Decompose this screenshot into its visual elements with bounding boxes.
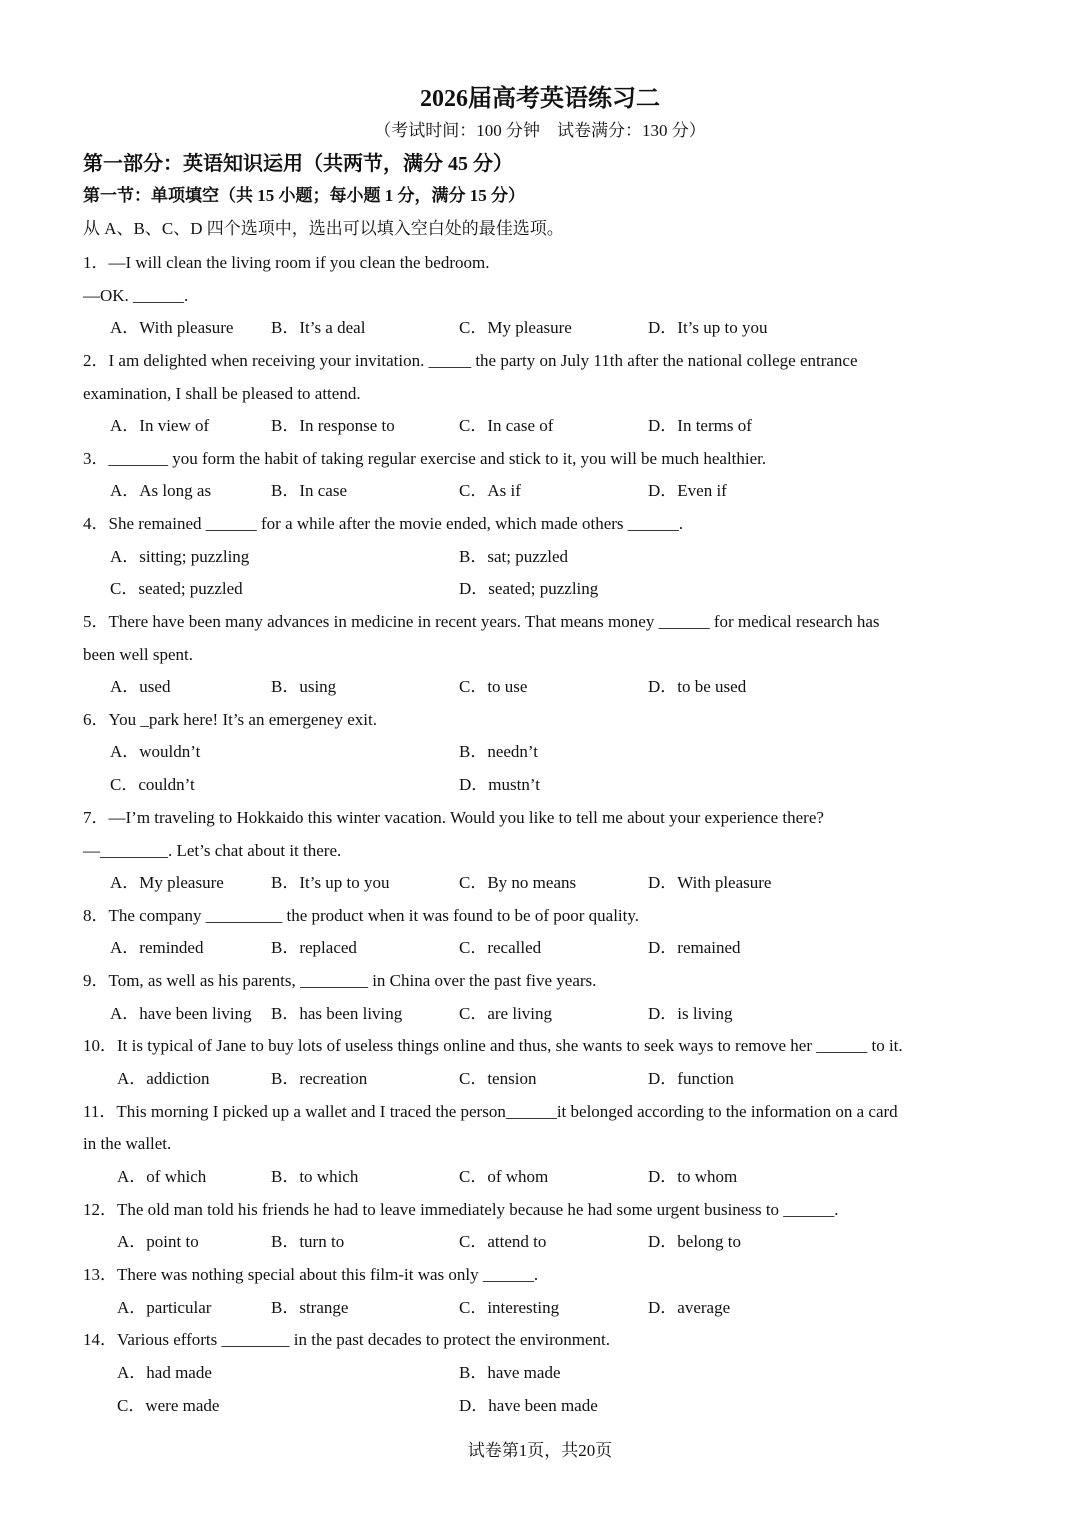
question-4-option-a: A．sitting; puzzling: [110, 547, 250, 566]
question-12-option-b: B．turn to: [271, 1232, 345, 1251]
question-7-option-c: C．By no means: [459, 873, 577, 892]
question-5-option-d: D．to be used: [648, 677, 747, 696]
page-footer: 试卷第1页，共20页: [467, 1441, 613, 1460]
question-1-text-cont: —OK. ______.: [83, 286, 189, 305]
question-6-option-a: A．wouldn’t: [110, 742, 201, 761]
question-11-option-c: C．of whom: [459, 1167, 549, 1186]
question-1-option-a: A．With pleasure: [110, 318, 234, 337]
question-7-text-cont: —________. Let’s chat about it there.: [83, 841, 342, 860]
question-12-text: 12．The old man told his friends he had to leave immediately because he had some urgent business to ______.: [83, 1200, 839, 1219]
question-3-option-b: B．In case: [271, 481, 348, 500]
question-4-option-c: C．seated; puzzled: [110, 579, 243, 598]
question-13-text: 13．There was nothing special about this film-it was only ______.: [83, 1265, 539, 1284]
question-5-option-a: A．used: [110, 677, 171, 696]
question-12-option-d: D．belong to: [648, 1232, 742, 1251]
question-7-option-b: B．It’s up to you: [271, 873, 390, 892]
question-5-option-c: C．to use: [459, 677, 528, 696]
question-14-text: 14．Various efforts ________ in the past decades to protect the environment.: [83, 1330, 611, 1349]
question-6-option-b: B．needn’t: [459, 742, 539, 761]
question-3-option-c: C．As if: [459, 481, 521, 500]
section1-heading: 第一节：单项填空（共 15 小题；每小题 1 分，满分 15 分）: [83, 186, 525, 205]
question-2-option-c: C．In case of: [459, 416, 554, 435]
question-13-option-b: B．strange: [271, 1298, 349, 1317]
question-8-option-c: C．recalled: [459, 938, 542, 957]
question-4-text: 4．She remained ______ for a while after the movie ended, which made others ______.: [83, 514, 684, 533]
question-11-option-b: B．to which: [271, 1167, 359, 1186]
exam-title: 2026届高考英语练习二: [420, 86, 660, 112]
question-2-text: 2．I am delighted when receiving your invitation. _____ the party on July 11th after the national college entrance: [83, 351, 858, 370]
question-2-option-d: D．In terms of: [648, 416, 752, 435]
part1-heading: 第一部分：英语知识运用（共两节，满分 45 分）: [83, 153, 513, 175]
question-2-option-b: B．In response to: [271, 416, 395, 435]
question-2-option-a: A．In view of: [110, 416, 210, 435]
question-11-option-d: D．to whom: [648, 1167, 738, 1186]
question-13-option-d: D．average: [648, 1298, 731, 1317]
instruction-text: 从 A、B、C、D 四个选项中，选出可以填入空白处的最佳选项。: [83, 219, 564, 238]
question-8-option-a: A．reminded: [110, 938, 204, 957]
question-6-option-d: D．mustn’t: [459, 775, 540, 794]
question-12-option-a: A．point to: [117, 1232, 199, 1251]
question-3-option-a: A．As long as: [110, 481, 212, 500]
question-9-option-d: D．is living: [648, 1004, 733, 1023]
question-9-text: 9．Tom, as well as his parents, ________ in China over the past five years.: [83, 971, 597, 990]
question-1-option-b: B．It’s a deal: [271, 318, 366, 337]
question-6-option-c: C．couldn’t: [110, 775, 195, 794]
question-1-option-d: D．It’s up to you: [648, 318, 768, 337]
question-2-text-cont: examination, I shall be pleased to attend.: [83, 384, 361, 403]
question-10-option-b: B．recreation: [271, 1069, 368, 1088]
question-4-option-d: D．seated; puzzling: [459, 579, 599, 598]
question-8-text: 8．The company _________ the product when it was found to be of poor quality.: [83, 906, 640, 925]
question-9-option-b: B．has been living: [271, 1004, 403, 1023]
question-10-text: 10．It is typical of Jane to buy lots of useless things online and thus, she wants to seek ways to remove her ______ to it.: [83, 1036, 903, 1055]
question-7-option-a: A．My pleasure: [110, 873, 224, 892]
question-7-text: 7．—I’m traveling to Hokkaido this winter vacation. Would you like to tell me about your experience there?: [83, 808, 824, 827]
question-13-option-a: A．particular: [117, 1298, 212, 1317]
question-10-option-c: C．tension: [459, 1069, 537, 1088]
question-8-option-d: D．remained: [648, 938, 741, 957]
question-11-text: 11．This morning I picked up a wallet and I traced the person______it belonged according to the information on a card: [83, 1102, 898, 1121]
question-6-text: 6．You _park here! It’s an emergeney exit.: [83, 710, 377, 729]
question-5-text-cont: been well spent.: [83, 645, 193, 664]
question-9-option-a: A．have been living: [110, 1004, 252, 1023]
question-10-option-d: D．function: [648, 1069, 734, 1088]
question-14-option-a: A．had made: [117, 1363, 212, 1382]
question-9-option-c: C．are living: [459, 1004, 553, 1023]
question-12-option-c: C．attend to: [459, 1232, 547, 1251]
exam-subtitle: （考试时间：100 分钟 试卷满分：130 分）: [374, 121, 706, 140]
question-11-option-a: A．of which: [117, 1167, 207, 1186]
question-1-text: 1．—I will clean the living room if you clean the bedroom.: [83, 253, 490, 272]
question-1-option-c: C．My pleasure: [459, 318, 572, 337]
question-8-option-b: B．replaced: [271, 938, 357, 957]
question-3-text: 3．_______ you form the habit of taking regular exercise and stick to it, you will be much healthier.: [83, 449, 767, 468]
question-4-option-b: B．sat; puzzled: [459, 547, 569, 566]
question-11-text-cont: in the wallet.: [83, 1134, 172, 1153]
question-14-option-b: B．have made: [459, 1363, 561, 1382]
question-13-option-c: C．interesting: [459, 1298, 560, 1317]
question-14-option-c: C．were made: [117, 1396, 220, 1415]
question-5-option-b: B．using: [271, 677, 337, 696]
question-5-text: 5．There have been many advances in medicine in recent years. That means money ______ for medical research has: [83, 612, 880, 631]
question-3-option-d: D．Even if: [648, 481, 727, 500]
question-7-option-d: D．With pleasure: [648, 873, 772, 892]
question-14-option-d: D．have been made: [459, 1396, 598, 1415]
question-10-option-a: A．addiction: [117, 1069, 210, 1088]
